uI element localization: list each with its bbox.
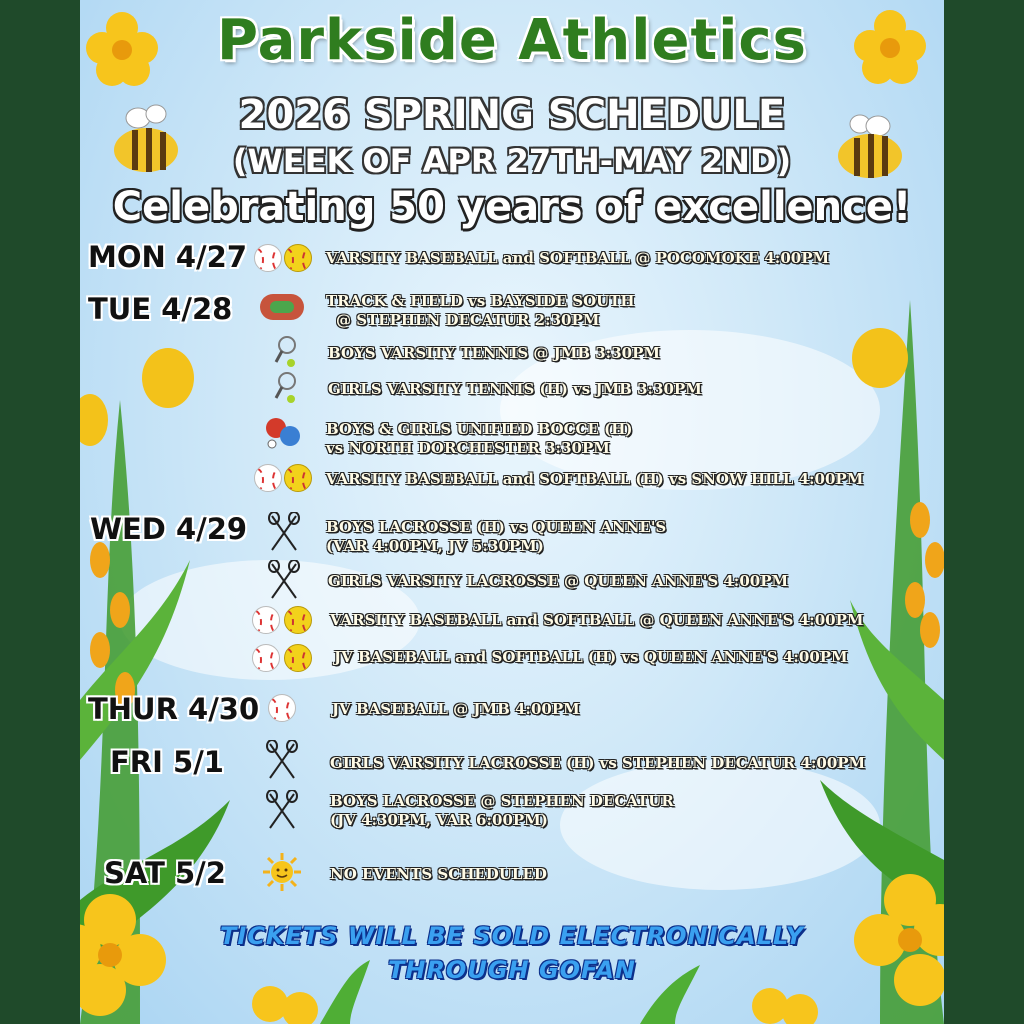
- school-title: Parkside Athletics: [217, 8, 807, 73]
- bocce-icon: [264, 416, 304, 450]
- tagline: Celebrating 50 years of excellence!: [112, 184, 912, 230]
- track-icon: [260, 294, 304, 320]
- baseball-icon: [252, 606, 280, 634]
- baseball-icon: [268, 694, 296, 722]
- day-label-fri: FRI 5/1: [110, 745, 224, 779]
- tennis-icon: [272, 372, 298, 406]
- softball-icon: [284, 644, 312, 672]
- baseball-icon: [252, 644, 280, 672]
- event-text: @ STEPHEN DECATUR 2:30PM: [336, 311, 600, 329]
- day-label-wed: WED 4/29: [90, 512, 248, 546]
- event-text: VARSITY BASEBALL and SOFTBALL (H) vs SNOW HILL 4:00PM: [326, 470, 864, 488]
- event-text: JV BASEBALL @ JMB 4:00PM: [332, 700, 580, 718]
- day-label-thu: THUR 4/30: [88, 692, 260, 726]
- day-label-mon: MON 4/27: [88, 240, 248, 274]
- softball-icon: [284, 244, 312, 272]
- event-text: JV BASEBALL and SOFTBALL (H) vs QUEEN ANNE'S 4:00PM: [334, 648, 848, 666]
- baseball-icon: [254, 244, 282, 272]
- week-range: (WEEK OF APR 27TH-MAY 2ND): [232, 142, 792, 180]
- event-text: NO EVENTS SCHEDULED: [330, 865, 547, 883]
- event-text: vs NORTH DORCHESTER 3:30PM: [326, 439, 610, 457]
- event-text: GIRLS VARSITY LACROSSE (H) vs STEPHEN DECATUR 4:00PM: [330, 754, 866, 772]
- lacrosse-icon: [266, 790, 298, 830]
- event-text: BOYS LACROSSE (H) vs QUEEN ANNE'S: [326, 518, 667, 536]
- tickets-notice-line1: TICKETS WILL BE SOLD ELECTRONICALLY: [220, 922, 804, 950]
- schedule-poster: [80, 0, 944, 1024]
- softball-icon: [284, 606, 312, 634]
- event-text: (JV 4:30PM, VAR 6:00PM): [330, 811, 548, 829]
- event-text: TRACK & FIELD vs BAYSIDE SOUTH: [326, 292, 635, 310]
- day-label-tue: TUE 4/28: [88, 292, 233, 326]
- lacrosse-icon: [268, 512, 300, 552]
- event-text: BOYS & GIRLS UNIFIED BOCCE (H): [326, 420, 633, 438]
- event-text: BOYS LACROSSE @ STEPHEN DECATUR: [330, 792, 674, 810]
- softball-icon: [284, 464, 312, 492]
- baseball-icon: [254, 464, 282, 492]
- sun-icon: [262, 852, 302, 892]
- lacrosse-icon: [268, 560, 300, 600]
- day-label-sat: SAT 5/2: [104, 856, 226, 890]
- lacrosse-icon: [266, 740, 298, 780]
- season-title: 2026 SPRING SCHEDULE: [238, 92, 786, 138]
- tickets-notice-line2: THROUGH GOFAN: [387, 956, 637, 984]
- tennis-icon: [272, 336, 298, 370]
- event-text: GIRLS VARSITY LACROSSE @ QUEEN ANNE'S 4:00PM: [328, 572, 789, 590]
- event-text: VARSITY BASEBALL and SOFTBALL @ POCOMOKE 4:00PM: [326, 249, 830, 267]
- event-text: GIRLS VARSITY TENNIS (H) vs JMB 3:30PM: [328, 380, 702, 398]
- event-text: BOYS VARSITY TENNIS @ JMB 3:30PM: [328, 344, 660, 362]
- event-text: VARSITY BASEBALL and SOFTBALL @ QUEEN ANNE'S 4:00PM: [330, 611, 864, 629]
- event-text: (VAR 4:00PM, JV 5:30PM): [326, 537, 544, 555]
